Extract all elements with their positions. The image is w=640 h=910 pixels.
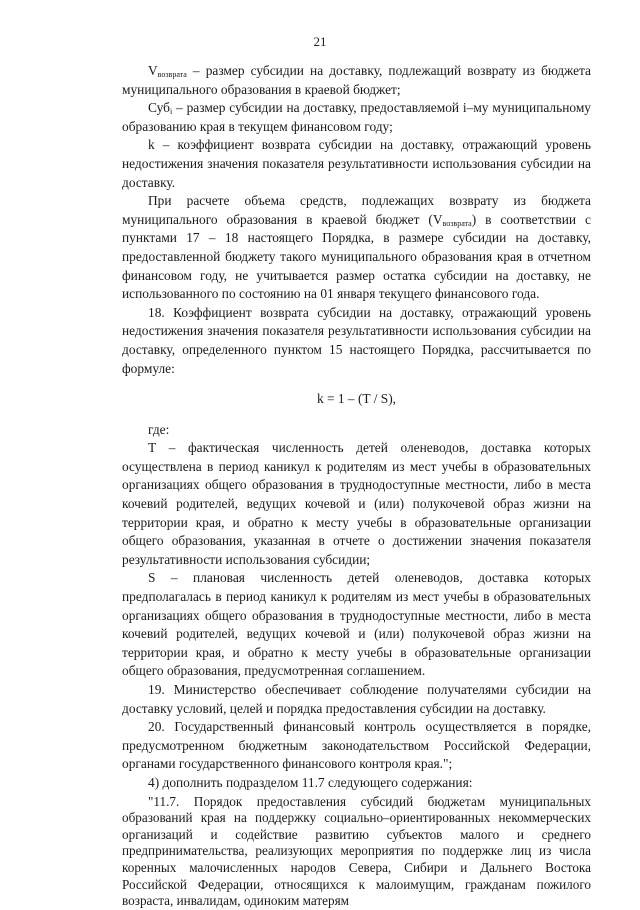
- paragraph-t: Т – фактическая численность детей оленеводов, доставка которых осуществлена в период каникул к родителям из мест учебы в образовательных организациях общего образования в труднодоступные местности, либо в места кочевий родителей, ведущих кочевой и (или) полукочевой образ жизни на территории края, и обратно к месту учебы в образовательные организации общего образования, указанная в отчете о достижении значения показателя результативности использования субсидии;: [122, 440, 591, 567]
- page-number: 21: [313, 34, 327, 49]
- paragraph-text: k – коэффициент возврата субсидии на доставку, отражающий уровень недостижения значения показателя результативности использования субсидии на доставку.: [122, 137, 591, 190]
- paragraph-text: 18. Коэффициент возврата субсидии на доставку, отражающий уровень недостижения значения показателя результативности использования субсидии на доставку, определенного пунктом 15 настоящего Порядка, рассчитывается по формуле:: [122, 304, 591, 376]
- paragraph-sub-i: [122, 99, 591, 136]
- paragraph-18: [122, 304, 591, 378]
- paragraph-19: 19. Министерство обеспечивает соблюдение получателями субсидии на доставку условий, целей и порядка предоставления субсидии на доставку.: [122, 682, 591, 716]
- paragraph-text: V: [148, 63, 158, 78]
- paragraph-text: – размер субсидии на доставку, предоставляемой i–му муниципальному образованию края в текущем финансовом году;: [122, 100, 591, 134]
- formula: k = 1 – (T / S),: [316, 391, 397, 407]
- subscript: возврата: [157, 70, 187, 79]
- paragraph-20: 20. Государственный финансовый контроль осуществляется в порядке, предусмотренном бюджетным законодательством Российской Федерации, органами государственного финансового контроля края.";: [122, 719, 591, 772]
- paragraph-k: [122, 136, 591, 192]
- paragraph-text: Суб: [148, 100, 170, 116]
- document-body: [122, 62, 591, 910]
- paragraph-text: – размер субсидии на доставку, подлежащий возврату из бюджета муниципального образования в краевой бюджет;: [122, 63, 591, 97]
- paragraph-calculation: [122, 192, 591, 304]
- paragraph-text: При расчете объема средств, подлежащих возврату из бюджета муниципального образования в краевой бюджет (V: [122, 193, 591, 227]
- paragraph-text: ) в соответствии с пунктами 17 – 18 настоящего Порядка, в размере субсидии на доставку, предоставленной бюджету такого муниципального образования края в отчетном финансовом году, не учитывается размер остатка субсидии на доставку, не использованного по состоянию на 01 января текущего финансового года.: [122, 211, 591, 302]
- paragraph-quote-11-7: "11.7. Порядок предоставления субсидий бюджетам муниципальных образований края на поддержку социально–ориентированных некоммерческих организаций и содействие развитию субъектов малого и среднего предпринимательства, реализующих мероприятия по поддержке лиц из числа коренных малочисленных народов Севера, Сибири и Дальнего Востока Российской Федерации, относящихся к малоимущим, гражданам пожилого возраста, инвалидам, одиноким матерям: [122, 793, 591, 909]
- paragraph-v-return: [122, 62, 591, 99]
- where-label: где:: [148, 421, 170, 437]
- paragraph-4: 4) дополнить подразделом 11.7 следующего содержания:: [148, 774, 473, 790]
- subscript: возврата: [442, 218, 472, 228]
- paragraph-s: S – плановая численность детей оленеводов, доставка которых предполагалась в период каникул к родителям из мест учебы в образовательных организациях общего образования в труднодоступные местности, либо в места кочевий родителей, ведущих кочевой и (или) полукочевой образ жизни на территории края, и обратно к месту учебы в образовательные организации общего образования, предусмотренная соглашением.: [122, 570, 591, 679]
- subscript: i: [169, 107, 173, 117]
